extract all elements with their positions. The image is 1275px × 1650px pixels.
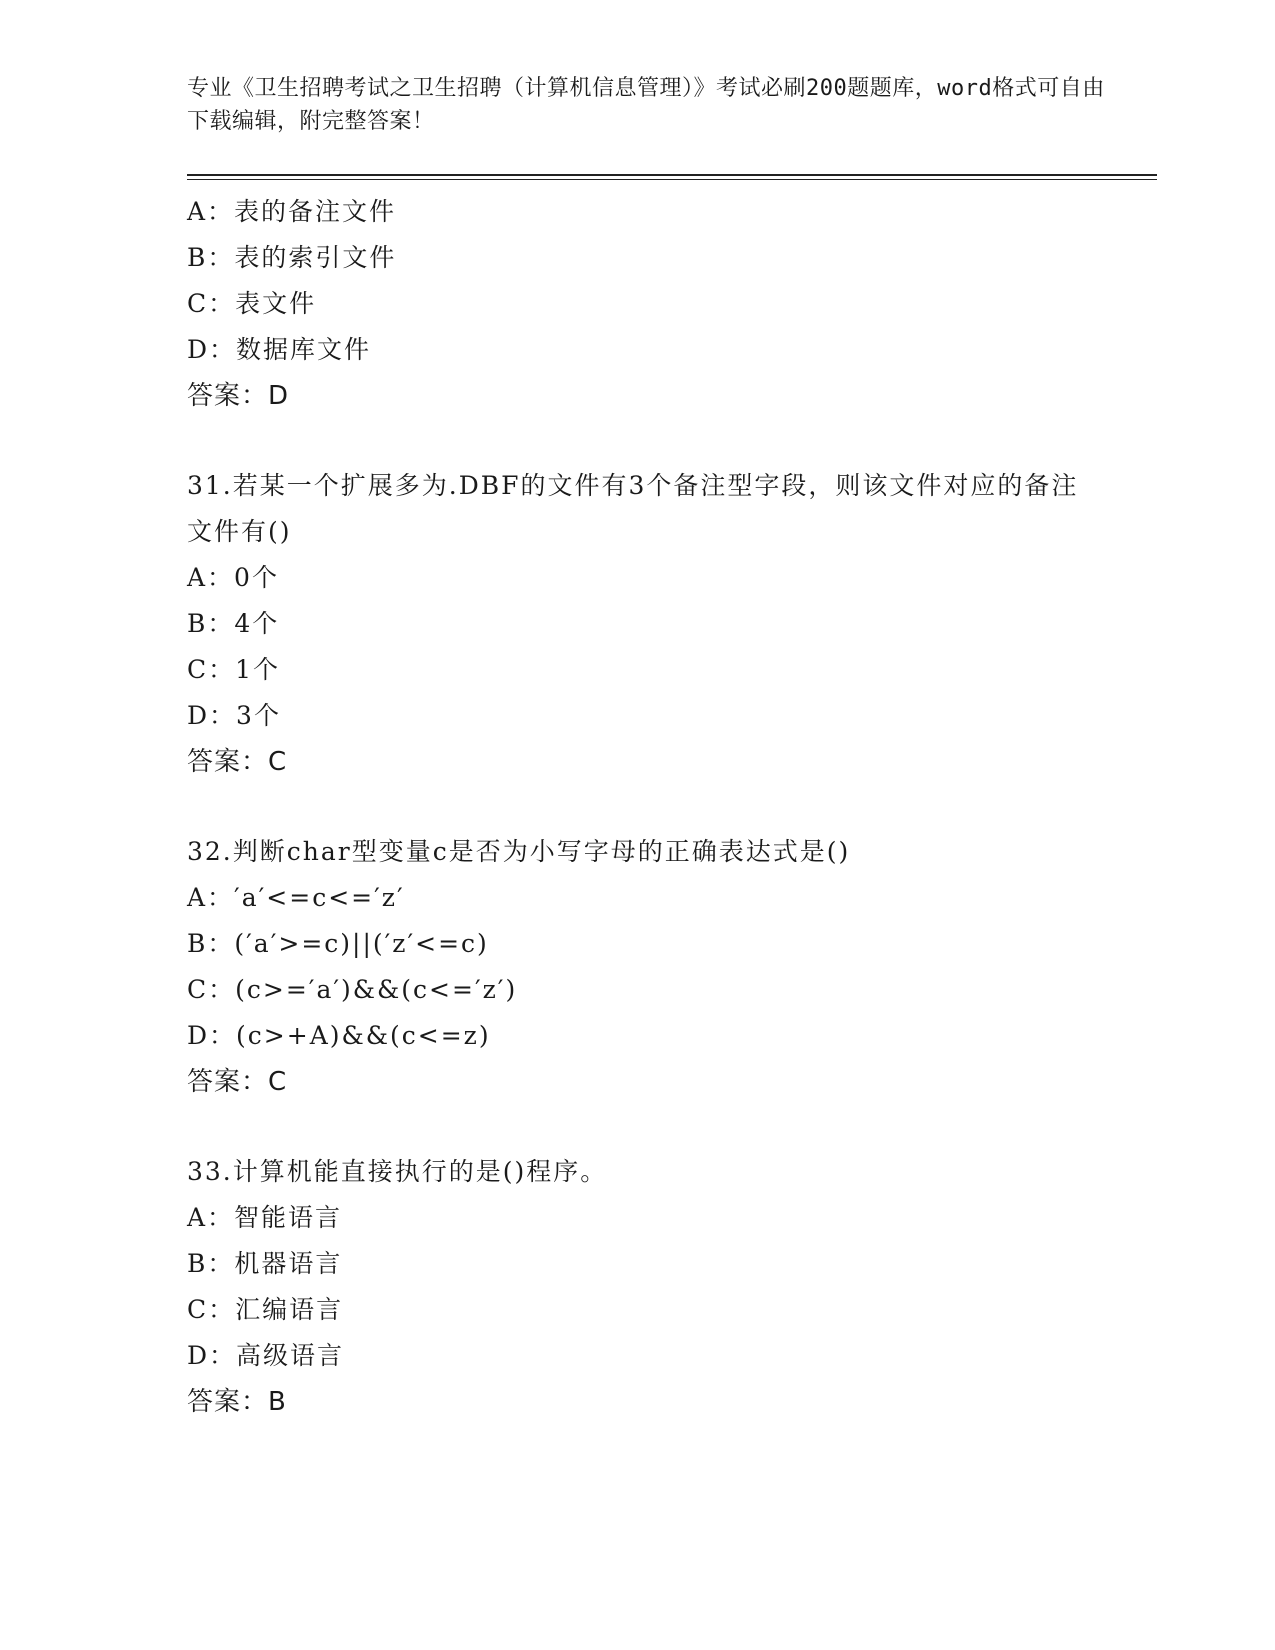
question-text: 33.计算机能直接执行的是()程序。: [187, 1157, 608, 1186]
option-c: C：1个: [187, 655, 281, 684]
header-divider: [187, 174, 1157, 180]
option-d: D：(c>+A)&&(c<=z): [187, 1021, 491, 1050]
option-d: D：数据库文件: [187, 335, 372, 364]
document-page: [187, 72, 1157, 1425]
option-b: B：4个: [187, 609, 280, 638]
answer-label: 答案：C: [187, 747, 288, 777]
option-c: C：(c>=′a′)&&(c<=′z′): [187, 975, 518, 1004]
option-a: A：表的备注文件: [187, 197, 397, 226]
question-block-partial: [187, 189, 1157, 419]
option-b: B：机器语言: [187, 1249, 343, 1278]
option-b: B：(′a′>=c)||(′z′<=c): [187, 929, 489, 958]
option-d: D：3个: [187, 701, 281, 730]
option-c: C：汇编语言: [187, 1295, 344, 1324]
option-a: A：智能语言: [187, 1203, 343, 1232]
document-body: [187, 189, 1157, 1425]
document-header: 专业《卫生招聘考试之卫生招聘（计算机信息管理）》考试必刷200题题库，word格式可自由下载编辑，附完整答案！: [187, 76, 1105, 134]
option-b: B：表的索引文件: [187, 243, 397, 272]
question-text: 32.判断char型变量c是否为小写字母的正确表达式是(): [187, 837, 851, 866]
option-d: D：高级语言: [187, 1341, 345, 1370]
question-33: [187, 1149, 1157, 1425]
question-text: 31.若某一个扩展多为.DBF的文件有3个备注型字段，则该文件对应的备注文件有(): [187, 471, 1079, 546]
option-a: A：0个: [187, 563, 279, 592]
option-c: C：表文件: [187, 289, 317, 318]
answer-label: 答案：C: [187, 1067, 288, 1097]
answer-label: 答案：B: [187, 1387, 287, 1417]
option-a: A：′a′<=c<=′z′: [187, 883, 405, 912]
answer-label: 答案：D: [187, 381, 290, 411]
question-32: [187, 829, 1157, 1105]
question-31: [187, 463, 1157, 785]
